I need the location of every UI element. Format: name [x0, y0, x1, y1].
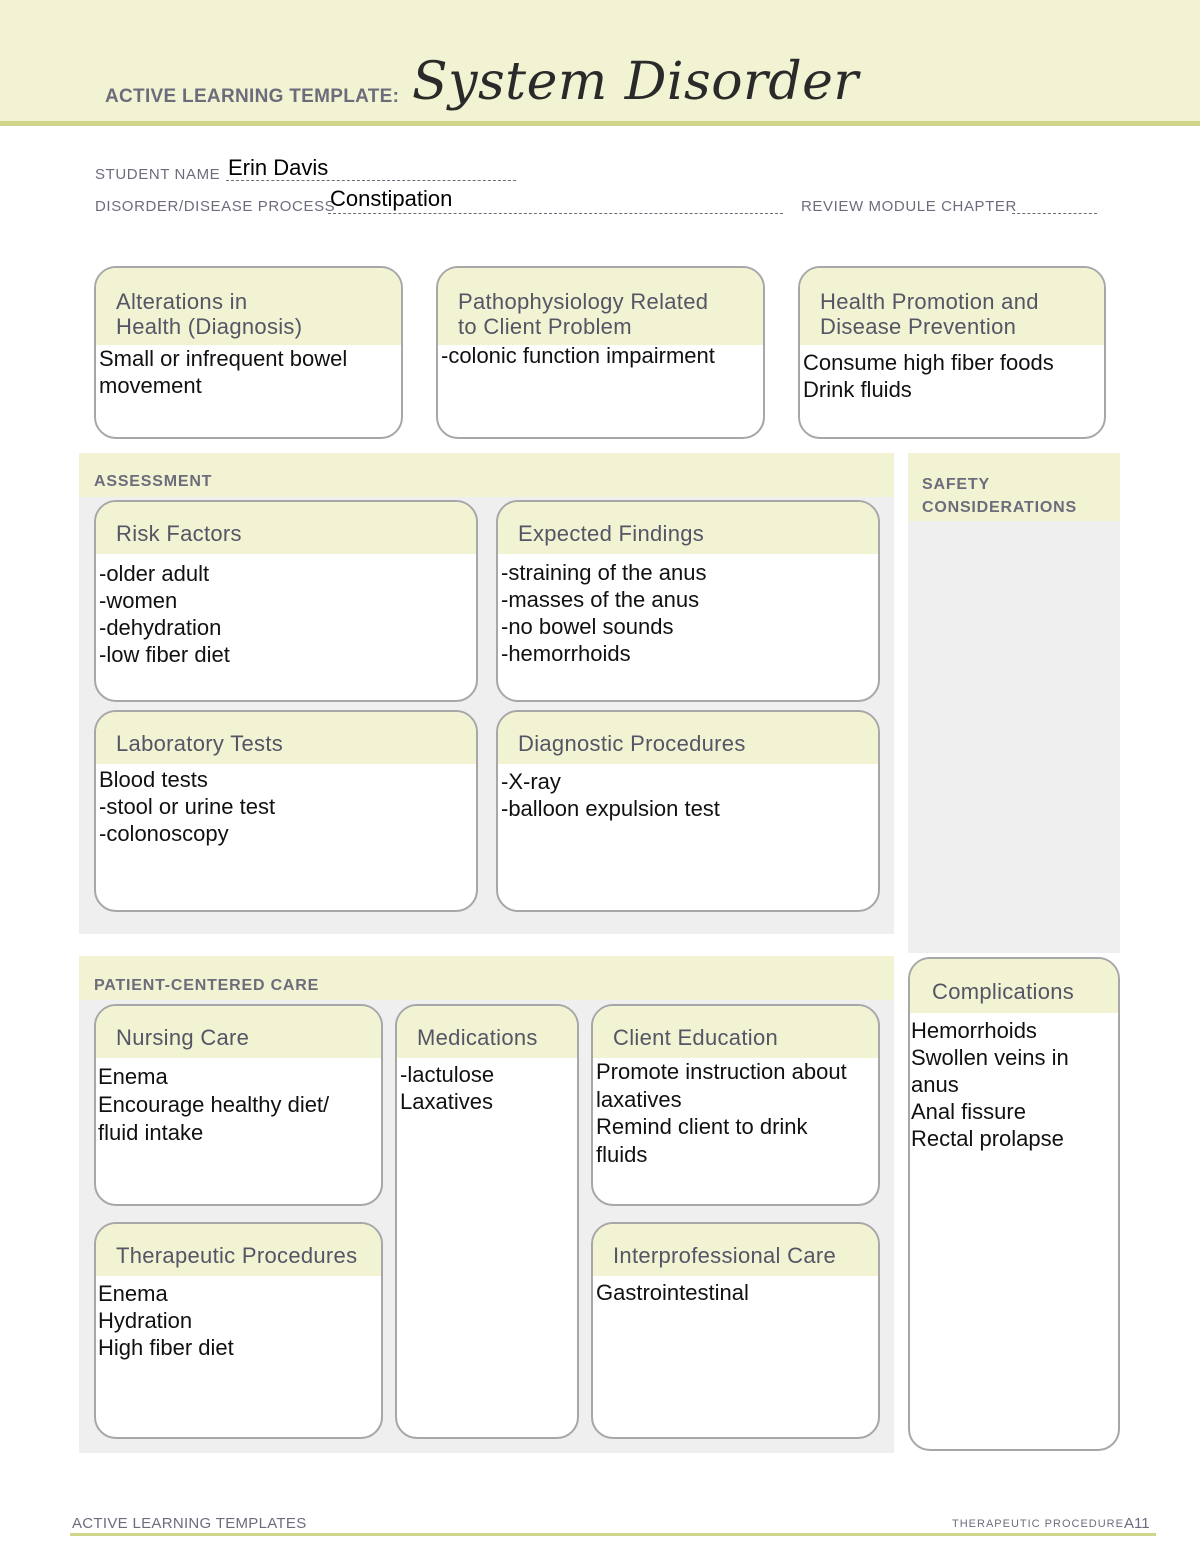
- client-education-title: Client Education: [593, 1006, 878, 1058]
- alterations-body[interactable]: Small or infrequent bowel movement: [99, 346, 348, 398]
- review-module-label: REVIEW MODULE CHAPTER: [801, 198, 1017, 215]
- header-rule: [0, 121, 1200, 126]
- medications-title: Medications: [397, 1006, 577, 1058]
- risk-factors-body[interactable]: -older adult -women -dehydration -low fiber diet: [99, 561, 230, 667]
- medications-body[interactable]: -lactulose Laxatives: [400, 1062, 495, 1114]
- assessment-label: ASSESSMENT: [94, 473, 213, 490]
- footer-page-number: A11: [1124, 1515, 1150, 1532]
- expected-findings-title: Expected Findings: [498, 502, 878, 554]
- health-promotion-box: [798, 266, 1106, 439]
- footer-rule: [70, 1533, 1156, 1536]
- disorder-value[interactable]: Constipation: [330, 186, 453, 211]
- laboratory-tests-box: [94, 710, 478, 912]
- medications-box: [395, 1004, 579, 1439]
- pathophysiology-title: Pathophysiology Related to Client Problem: [438, 268, 763, 345]
- diagnostic-procedures-title: Diagnostic Procedures: [498, 712, 878, 764]
- risk-factors-box: [94, 500, 478, 702]
- review-module-line[interactable]: [1012, 213, 1097, 214]
- risk-factors-title: Risk Factors: [96, 502, 476, 554]
- health-promotion-body[interactable]: Consume high fiber foods Drink fluids: [803, 350, 1054, 402]
- alterations-box: [94, 266, 403, 439]
- template-title: System Disorder: [412, 52, 859, 112]
- interprofessional-care-box: [591, 1222, 880, 1439]
- expected-findings-box: [496, 500, 880, 702]
- interprofessional-care-body[interactable]: Gastrointestinal: [596, 1280, 749, 1305]
- student-name-value[interactable]: Erin Davis: [228, 155, 329, 180]
- client-education-body[interactable]: Promote instruction about laxatives Remind client to drink fluids: [596, 1059, 847, 1167]
- patient-care-label: PATIENT-CENTERED CARE: [94, 977, 320, 994]
- laboratory-tests-title: Laboratory Tests: [96, 712, 476, 764]
- pathophysiology-body[interactable]: -colonic function impairment: [441, 343, 715, 368]
- client-education-box: [591, 1004, 880, 1206]
- nursing-care-box: [94, 1004, 383, 1206]
- therapeutic-procedures-box: [94, 1222, 383, 1439]
- disorder-label: DISORDER/DISEASE PROCESS: [95, 198, 336, 215]
- health-promotion-title: Health Promotion and Disease Prevention: [800, 268, 1104, 345]
- safety-label: SAFETY CONSIDERATIONS: [922, 476, 1077, 516]
- complications-box: [908, 957, 1120, 1451]
- complications-body[interactable]: Hemorrhoids Swollen veins in anus Anal fissure Rectal prolapse: [911, 1018, 1069, 1151]
- therapeutic-procedures-body[interactable]: Enema Hydration High fiber diet: [98, 1281, 234, 1360]
- expected-findings-body[interactable]: -straining of the anus -masses of the anus -no bowel sounds -hemorrhoids: [501, 560, 707, 666]
- safety-panel: [908, 453, 1120, 953]
- alterations-title: Alterations in Health (Diagnosis): [96, 268, 401, 345]
- student-name-label: STUDENT NAME: [95, 166, 221, 183]
- interprofessional-care-title: Interprofessional Care: [593, 1224, 878, 1276]
- laboratory-tests-body[interactable]: Blood tests -stool or urine test -colonoscopy: [99, 767, 276, 846]
- diagnostic-procedures-box: [496, 710, 880, 912]
- pathophysiology-box: [436, 266, 765, 439]
- diagnostic-procedures-body[interactable]: -X-ray -balloon expulsion test: [501, 769, 720, 821]
- nursing-care-title: Nursing Care: [96, 1006, 381, 1058]
- template-label: ACTIVE LEARNING TEMPLATE:: [105, 86, 400, 107]
- nursing-care-body[interactable]: Enema Encourage healthy diet/ fluid intake: [98, 1064, 330, 1145]
- complications-title: Complications: [910, 959, 1118, 1013]
- footer-left-label: ACTIVE LEARNING TEMPLATES: [72, 1515, 307, 1532]
- disorder-line: [328, 213, 783, 214]
- therapeutic-procedures-title: Therapeutic Procedures: [96, 1224, 381, 1276]
- footer-right-label: THERAPEUTIC PROCEDURE: [952, 1518, 1124, 1530]
